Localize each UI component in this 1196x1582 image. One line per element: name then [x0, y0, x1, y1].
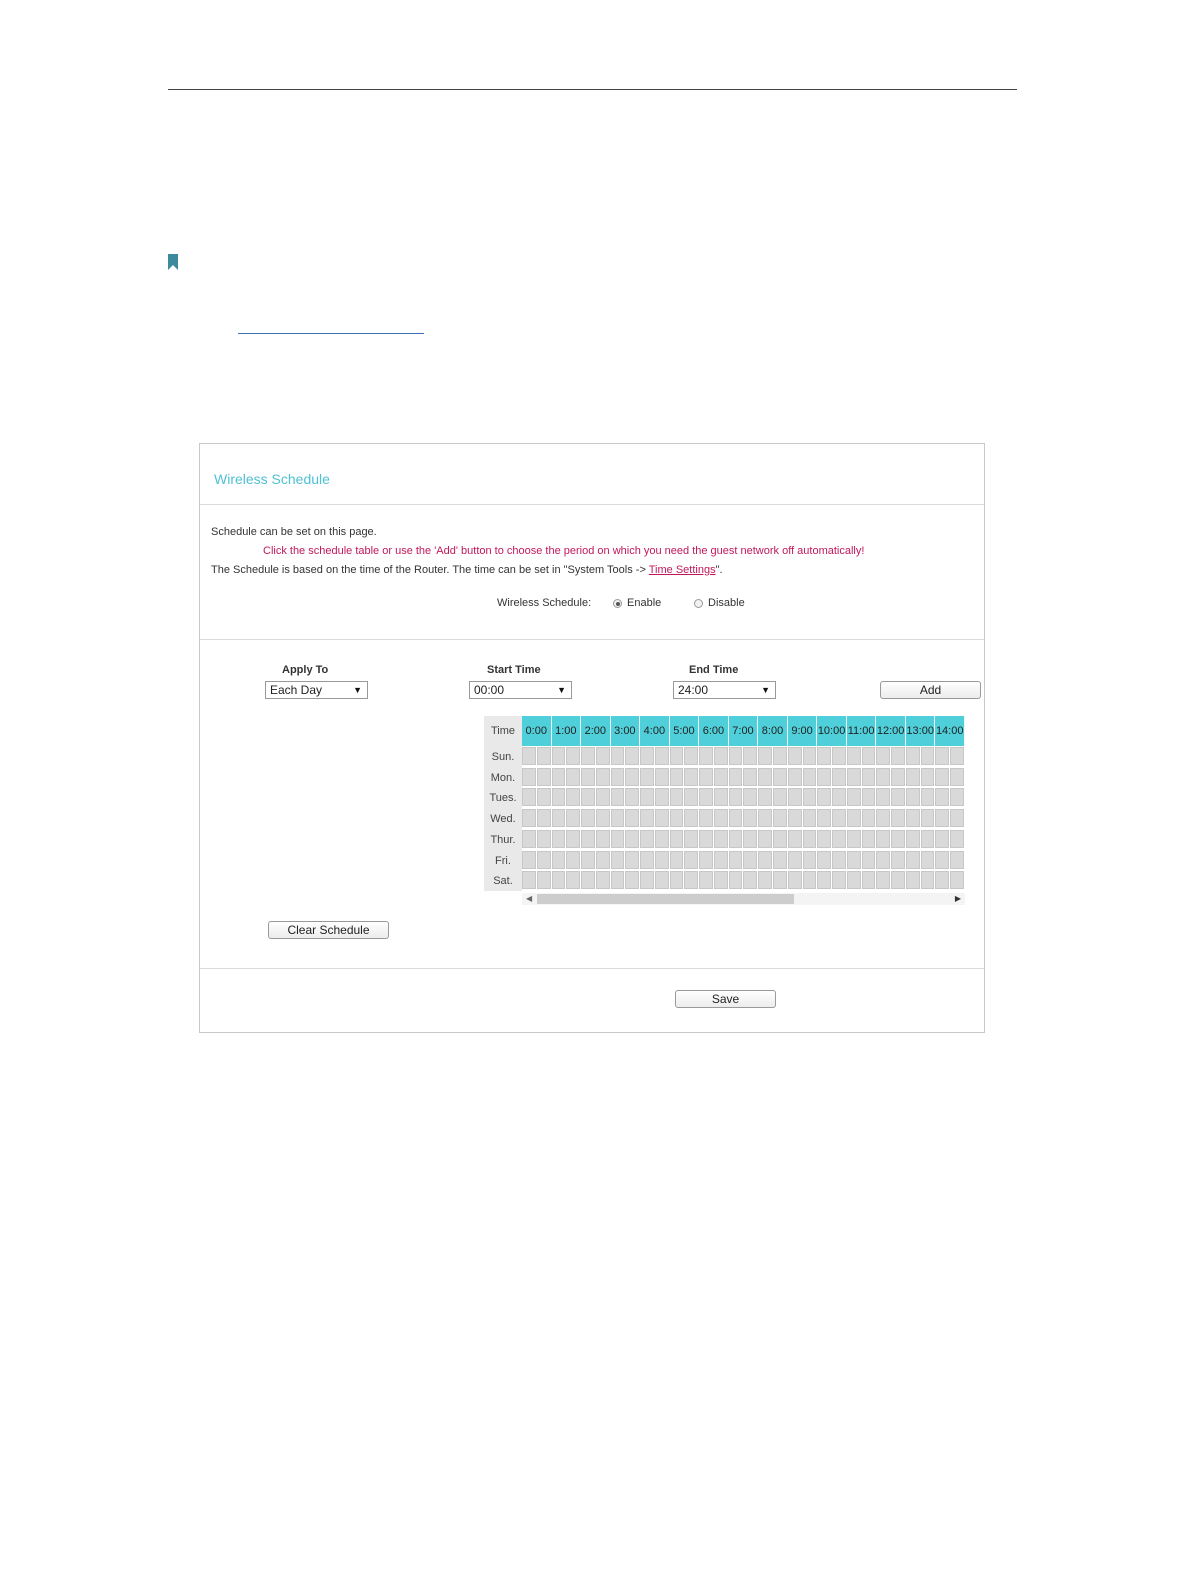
day-label: Sun.: [491, 751, 515, 763]
day-label: Mon.: [490, 771, 516, 784]
schedule-cell[interactable]: [596, 851, 610, 869]
schedule-cell[interactable]: [906, 809, 920, 827]
schedule-cell[interactable]: [847, 830, 861, 848]
hour-header[interactable]: 13:00: [906, 716, 936, 746]
schedule-cell[interactable]: [935, 851, 949, 869]
divider: [200, 639, 984, 640]
save-button[interactable]: Save: [675, 990, 776, 1008]
divider: [200, 504, 984, 505]
clear-schedule-button[interactable]: Clear Schedule: [268, 921, 389, 939]
schedule-cell[interactable]: [537, 768, 551, 786]
schedule-cell[interactable]: [581, 871, 595, 889]
schedule-cell[interactable]: [921, 809, 935, 827]
schedule-cell[interactable]: [729, 788, 743, 806]
schedule-cell[interactable]: [714, 768, 728, 786]
schedule-cell[interactable]: [803, 788, 817, 806]
schedule-cell[interactable]: [758, 809, 772, 827]
schedule-cell[interactable]: [655, 768, 669, 786]
schedule-cell[interactable]: [876, 747, 890, 765]
basis-prefix: The Schedule is based on the time of the Router. The time can be set in "System Tools ->: [211, 564, 649, 576]
schedule-cell[interactable]: [714, 747, 728, 765]
schedule-cell[interactable]: [891, 851, 905, 869]
schedule-cell[interactable]: [640, 871, 654, 889]
schedule-cell[interactable]: [522, 809, 536, 827]
apply-to-value: Each Day: [270, 683, 323, 697]
wireless-schedule-label: Wireless Schedule:: [497, 597, 592, 609]
schedule-cell[interactable]: [699, 830, 713, 848]
schedule-cell[interactable]: [876, 830, 890, 848]
schedule-cell[interactable]: [921, 747, 935, 765]
apply-to-label: Apply To: [282, 664, 329, 676]
day-label: Fri.: [495, 854, 511, 867]
schedule-cell[interactable]: [788, 768, 802, 786]
schedule-cell[interactable]: [862, 768, 876, 786]
schedule-cell[interactable]: [847, 851, 861, 869]
schedule-cell[interactable]: [788, 788, 802, 806]
enable-radio[interactable]: [613, 599, 622, 608]
schedule-cell[interactable]: [640, 747, 654, 765]
schedule-cell[interactable]: [773, 768, 787, 786]
schedule-cell[interactable]: [699, 871, 713, 889]
schedule-cell[interactable]: [596, 788, 610, 806]
schedule-row: [522, 787, 965, 807]
schedule-cell[interactable]: [581, 788, 595, 806]
schedule-cell[interactable]: [729, 851, 743, 869]
schedule-cell[interactable]: [625, 747, 639, 765]
schedule-cell[interactable]: [596, 809, 610, 827]
schedule-cell[interactable]: [876, 768, 890, 786]
schedule-cell[interactable]: [935, 830, 949, 848]
schedule-cell[interactable]: [670, 851, 684, 869]
schedule-cell[interactable]: [625, 830, 639, 848]
schedule-cell[interactable]: [862, 747, 876, 765]
schedule-cell[interactable]: [847, 809, 861, 827]
schedule-cell[interactable]: [817, 830, 831, 848]
schedule-cell[interactable]: [891, 809, 905, 827]
schedule-cell[interactable]: [803, 747, 817, 765]
schedule-cell[interactable]: [891, 871, 905, 889]
schedule-cell[interactable]: [655, 851, 669, 869]
schedule-cell[interactable]: [537, 830, 551, 848]
schedule-cell[interactable]: [817, 871, 831, 889]
schedule-cell[interactable]: [522, 830, 536, 848]
schedule-cell[interactable]: [552, 768, 566, 786]
schedule-cell[interactable]: [699, 768, 713, 786]
schedule-cell[interactable]: [832, 747, 846, 765]
schedule-cell[interactable]: [552, 809, 566, 827]
schedule-cell[interactable]: [670, 768, 684, 786]
schedule-cell[interactable]: [581, 747, 595, 765]
schedule-cell[interactable]: [670, 809, 684, 827]
schedule-cell[interactable]: [596, 830, 610, 848]
schedule-cell[interactable]: [847, 768, 861, 786]
schedule-cell[interactable]: [670, 830, 684, 848]
schedule-cell[interactable]: [611, 871, 625, 889]
schedule-cell[interactable]: [950, 768, 964, 786]
schedule-cell[interactable]: [611, 809, 625, 827]
schedule-cell[interactable]: [788, 871, 802, 889]
schedule-basis-text: [211, 564, 723, 576]
add-button[interactable]: Add: [880, 681, 981, 699]
schedule-cell[interactable]: [758, 871, 772, 889]
schedule-cell[interactable]: [596, 768, 610, 786]
schedule-cell[interactable]: [906, 747, 920, 765]
schedule-cell[interactable]: [891, 830, 905, 848]
schedule-cell[interactable]: [743, 871, 757, 889]
schedule-cell[interactable]: [566, 747, 580, 765]
schedule-cell[interactable]: [655, 830, 669, 848]
schedule-cell[interactable]: [640, 809, 654, 827]
hour-header[interactable]: 11:00: [847, 716, 877, 746]
schedule-cell[interactable]: [891, 788, 905, 806]
schedule-cell[interactable]: [876, 809, 890, 827]
schedule-cell[interactable]: [950, 871, 964, 889]
schedule-cell[interactable]: [832, 830, 846, 848]
schedule-cell[interactable]: [684, 788, 698, 806]
schedule-cell[interactable]: [921, 768, 935, 786]
schedule-row: [522, 829, 965, 849]
schedule-cell[interactable]: [714, 788, 728, 806]
schedule-cell[interactable]: [950, 788, 964, 806]
schedule-cell[interactable]: [773, 871, 787, 889]
schedule-cell[interactable]: [640, 830, 654, 848]
dropdown-arrow-icon: ▼: [761, 685, 770, 695]
schedule-row: [522, 808, 965, 828]
schedule-cell[interactable]: [773, 788, 787, 806]
schedule-cell[interactable]: [803, 871, 817, 889]
schedule-cell[interactable]: [684, 747, 698, 765]
hour-header[interactable]: 9:00: [788, 716, 818, 746]
wireless-schedule-panel: [199, 443, 985, 1033]
hour-header[interactable]: 8:00: [758, 716, 788, 746]
schedule-cell[interactable]: [655, 809, 669, 827]
schedule-row: [522, 850, 965, 870]
schedule-cell[interactable]: [596, 871, 610, 889]
schedule-cell[interactable]: [788, 851, 802, 869]
scroll-left-icon[interactable]: ◀: [526, 894, 533, 903]
schedule-cell[interactable]: [611, 830, 625, 848]
schedule-cell[interactable]: [803, 809, 817, 827]
schedule-cell[interactable]: [817, 768, 831, 786]
schedule-cell[interactable]: [817, 788, 831, 806]
schedule-cell[interactable]: [581, 851, 595, 869]
schedule-cell[interactable]: [581, 830, 595, 848]
schedule-cell[interactable]: [906, 830, 920, 848]
horizontal-scrollbar[interactable]: [522, 893, 965, 905]
time-settings-link[interactable]: Time Settings: [648, 564, 716, 576]
schedule-cell[interactable]: [566, 809, 580, 827]
schedule-cell[interactable]: [921, 830, 935, 848]
schedule-cell[interactable]: [803, 830, 817, 848]
schedule-cell[interactable]: [552, 871, 566, 889]
schedule-cell[interactable]: [743, 747, 757, 765]
schedule-cell[interactable]: [950, 851, 964, 869]
start-time-select[interactable]: [469, 681, 572, 699]
basis-suffix: ".: [715, 564, 723, 576]
schedule-cell[interactable]: [832, 871, 846, 889]
schedule-cell[interactable]: [522, 768, 536, 786]
hour-header[interactable]: 3:00: [611, 716, 641, 746]
schedule-cell[interactable]: [773, 747, 787, 765]
schedule-cell[interactable]: [758, 747, 772, 765]
schedule-cell[interactable]: [566, 871, 580, 889]
schedule-cell[interactable]: [729, 747, 743, 765]
schedule-cells: [522, 746, 965, 891]
schedule-cell[interactable]: [684, 851, 698, 869]
schedule-cell[interactable]: [537, 809, 551, 827]
schedule-cell[interactable]: [817, 747, 831, 765]
schedule-cell[interactable]: [552, 788, 566, 806]
scroll-right-icon[interactable]: ▶: [954, 894, 961, 903]
schedule-cell[interactable]: [640, 768, 654, 786]
header-rule: [168, 89, 1017, 90]
schedule-cell[interactable]: [773, 851, 787, 869]
schedule-cell[interactable]: [566, 851, 580, 869]
schedule-cell[interactable]: [862, 851, 876, 869]
schedule-cell[interactable]: [655, 871, 669, 889]
schedule-cell[interactable]: [670, 788, 684, 806]
hour-header[interactable]: 7:00: [729, 716, 759, 746]
schedule-cell[interactable]: [921, 871, 935, 889]
schedule-cell[interactable]: [714, 871, 728, 889]
schedule-cell[interactable]: [640, 851, 654, 869]
hour-header[interactable]: 2:00: [581, 716, 611, 746]
schedule-cell[interactable]: [537, 747, 551, 765]
schedule-cell[interactable]: [788, 809, 802, 827]
disable-radio[interactable]: [694, 599, 703, 608]
schedule-cell[interactable]: [758, 830, 772, 848]
schedule-cell[interactable]: [596, 747, 610, 765]
schedule-cell[interactable]: [847, 788, 861, 806]
schedule-cell[interactable]: [921, 851, 935, 869]
schedule-cell[interactable]: [729, 871, 743, 889]
day-label: Thur.: [490, 833, 516, 846]
hour-header[interactable]: 4:00: [640, 716, 670, 746]
schedule-cell[interactable]: [522, 747, 536, 765]
time-corner-label: Time: [490, 725, 516, 737]
schedule-cell[interactable]: [581, 809, 595, 827]
schedule-cell[interactable]: [803, 851, 817, 869]
schedule-cell[interactable]: [684, 830, 698, 848]
schedule-cell[interactable]: [773, 809, 787, 827]
schedule-cell[interactable]: [743, 768, 757, 786]
schedule-cell[interactable]: [522, 871, 536, 889]
schedule-cell[interactable]: [552, 830, 566, 848]
schedule-cell[interactable]: [581, 768, 595, 786]
schedule-cell[interactable]: [847, 747, 861, 765]
schedule-cell[interactable]: [950, 747, 964, 765]
schedule-cell[interactable]: [743, 809, 757, 827]
schedule-cell[interactable]: [832, 768, 846, 786]
hour-header[interactable]: 6:00: [699, 716, 729, 746]
schedule-cell[interactable]: [566, 830, 580, 848]
hour-header[interactable]: 0:00: [522, 716, 552, 746]
schedule-grid: [484, 716, 965, 908]
schedule-cell[interactable]: [522, 851, 536, 869]
dropdown-arrow-icon: ▼: [557, 685, 566, 695]
schedule-cell[interactable]: [625, 768, 639, 786]
schedule-cell[interactable]: [729, 768, 743, 786]
schedule-cell[interactable]: [817, 851, 831, 869]
end-time-select[interactable]: [673, 681, 776, 699]
schedule-cell[interactable]: [862, 788, 876, 806]
schedule-cell[interactable]: [625, 851, 639, 869]
schedule-cell[interactable]: [876, 851, 890, 869]
schedule-cell[interactable]: [714, 809, 728, 827]
schedule-cell[interactable]: [611, 747, 625, 765]
schedule-cell[interactable]: [862, 871, 876, 889]
schedule-cell[interactable]: [950, 809, 964, 827]
schedule-cell[interactable]: [847, 871, 861, 889]
schedule-cell[interactable]: [699, 747, 713, 765]
schedule-cell[interactable]: [906, 788, 920, 806]
schedule-cell[interactable]: [611, 851, 625, 869]
schedule-cell[interactable]: [537, 871, 551, 889]
schedule-cell[interactable]: [803, 768, 817, 786]
start-time-label: Start Time: [487, 664, 541, 676]
start-time-value: 00:00: [474, 683, 505, 697]
schedule-cell[interactable]: [655, 788, 669, 806]
disable-label[interactable]: Disable: [708, 597, 745, 609]
schedule-cell[interactable]: [655, 747, 669, 765]
schedule-cell[interactable]: [625, 809, 639, 827]
schedule-cell[interactable]: [566, 768, 580, 786]
hour-header[interactable]: 12:00: [876, 716, 906, 746]
hour-header[interactable]: 10:00: [817, 716, 847, 746]
schedule-cell[interactable]: [906, 851, 920, 869]
schedule-cell[interactable]: [876, 788, 890, 806]
schedule-cell[interactable]: [625, 788, 639, 806]
schedule-cell[interactable]: [699, 809, 713, 827]
day-label: Wed.: [490, 813, 516, 826]
schedule-cell[interactable]: [935, 747, 949, 765]
intro-text: Schedule can be set on this page.: [211, 526, 377, 538]
schedule-cell[interactable]: [788, 747, 802, 765]
schedule-cell[interactable]: [552, 851, 566, 869]
schedule-cell[interactable]: [773, 830, 787, 848]
schedule-cell[interactable]: [935, 768, 949, 786]
divider: [200, 968, 984, 969]
schedule-cell[interactable]: [729, 830, 743, 848]
document-link-underline[interactable]: [238, 333, 424, 334]
schedule-cell[interactable]: [611, 768, 625, 786]
schedule-row: [522, 870, 965, 890]
schedule-cell[interactable]: [625, 871, 639, 889]
schedule-cell[interactable]: [743, 830, 757, 848]
schedule-cell[interactable]: [862, 830, 876, 848]
schedule-cell[interactable]: [552, 747, 566, 765]
schedule-cell[interactable]: [758, 851, 772, 869]
schedule-cell[interactable]: [699, 851, 713, 869]
panel-title: Wireless Schedule: [214, 471, 330, 487]
end-time-label: End Time: [689, 664, 739, 676]
schedule-cell[interactable]: [537, 851, 551, 869]
schedule-cell[interactable]: [906, 768, 920, 786]
schedule-cell[interactable]: [743, 851, 757, 869]
schedule-cell[interactable]: [684, 768, 698, 786]
schedule-cell[interactable]: [714, 851, 728, 869]
schedule-cell[interactable]: [699, 788, 713, 806]
schedule-cell[interactable]: [537, 788, 551, 806]
enable-label[interactable]: Enable: [627, 597, 662, 609]
hour-header[interactable]: 14:00: [935, 716, 965, 746]
schedule-cell[interactable]: [670, 747, 684, 765]
day-label: Sat.: [493, 875, 513, 888]
schedule-cell[interactable]: [788, 830, 802, 848]
schedule-cell[interactable]: [758, 788, 772, 806]
schedule-cell[interactable]: [817, 809, 831, 827]
bookmark-icon: [168, 254, 178, 270]
schedule-cell[interactable]: [876, 871, 890, 889]
hours-header: [522, 716, 965, 746]
apply-to-select[interactable]: [265, 681, 368, 699]
schedule-cell[interactable]: [684, 871, 698, 889]
hour-header[interactable]: 1:00: [552, 716, 582, 746]
schedule-cell[interactable]: [950, 830, 964, 848]
end-time-value: 24:00: [678, 683, 709, 697]
schedule-row: [522, 746, 965, 766]
schedule-cell[interactable]: [906, 871, 920, 889]
instruction-text: Click the schedule table or use the 'Add' button to choose the period on which you need the guest network off automatically!: [263, 545, 865, 557]
schedule-cell[interactable]: [921, 788, 935, 806]
schedule-cell[interactable]: [684, 809, 698, 827]
day-label: Tues.: [489, 792, 517, 805]
schedule-cell[interactable]: [862, 809, 876, 827]
schedule-cell[interactable]: [935, 809, 949, 827]
schedule-cell[interactable]: [832, 851, 846, 869]
schedule-cell[interactable]: [670, 871, 684, 889]
schedule-cell[interactable]: [611, 788, 625, 806]
schedule-cell[interactable]: [729, 809, 743, 827]
schedule-cell[interactable]: [832, 788, 846, 806]
schedule-cell[interactable]: [743, 788, 757, 806]
hour-header[interactable]: 5:00: [670, 716, 700, 746]
schedule-cell[interactable]: [640, 788, 654, 806]
schedule-cell[interactable]: [935, 871, 949, 889]
schedule-cell[interactable]: [714, 830, 728, 848]
scroll-thumb[interactable]: [537, 894, 794, 904]
schedule-row: [522, 767, 965, 787]
schedule-cell[interactable]: [566, 788, 580, 806]
schedule-cell[interactable]: [522, 788, 536, 806]
dropdown-arrow-icon: ▼: [353, 685, 362, 695]
schedule-cell[interactable]: [758, 768, 772, 786]
schedule-cell[interactable]: [832, 809, 846, 827]
schedule-cell[interactable]: [935, 788, 949, 806]
schedule-cell[interactable]: [891, 747, 905, 765]
schedule-cell[interactable]: [891, 768, 905, 786]
day-label-column: [484, 716, 522, 891]
